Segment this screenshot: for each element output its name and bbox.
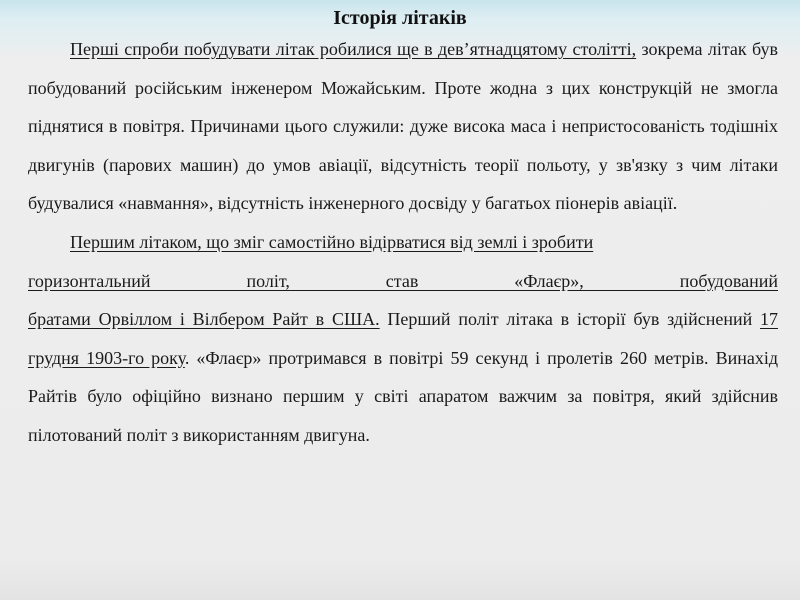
wright-brothers-underlined: братами Орвіллом і Вілбером Райт в США. [28,309,380,330]
flyer-line2-underlined: горизонтальний політ, став «Флаєр», побудований [28,270,778,291]
paragraph-first-attempts [28,30,778,223]
first-attempts-text: зокрема літак був побудований російським інженером Можайським. Проте жодна з цих конструкцій не змогла піднятися в повітря. Причинами цього служили: дуже висока маса і непристосованість тодішніх двигунів (парових машин) до умов авіації, відсутність теорії польоту, у зв'язку з чим літаки будувалися «навмання», відсутність інженерного досвіду у багатьох піонерів авіації. [28,39,778,214]
flyer-details-text: . «Флаєр» протримався в повітрі 59 секунд і пролетів 260 метрів. Винахід Райтів було офіційно визнано першим у світі апаратом важчим за повітря, який здійснив пілотований політ з використанням двигуна. [28,347,778,445]
slide-body [28,30,778,455]
paragraph-wright-flyer [28,223,778,455]
slide-title: Історія літаків [333,7,467,29]
flyer-line1-underlined: Першим літаком, що зміг самостійно відірватися від землі і зробити [70,231,594,252]
flight-date-underlined: 17 грудня 1903-го року [28,309,779,368]
first-flight-text: Перший політ літака в історії був здійснений [379,309,761,330]
first-attempts-underlined: Перші спроби побудувати літак робилися ще в дев’ятнадцятому столітті, [70,39,637,59]
